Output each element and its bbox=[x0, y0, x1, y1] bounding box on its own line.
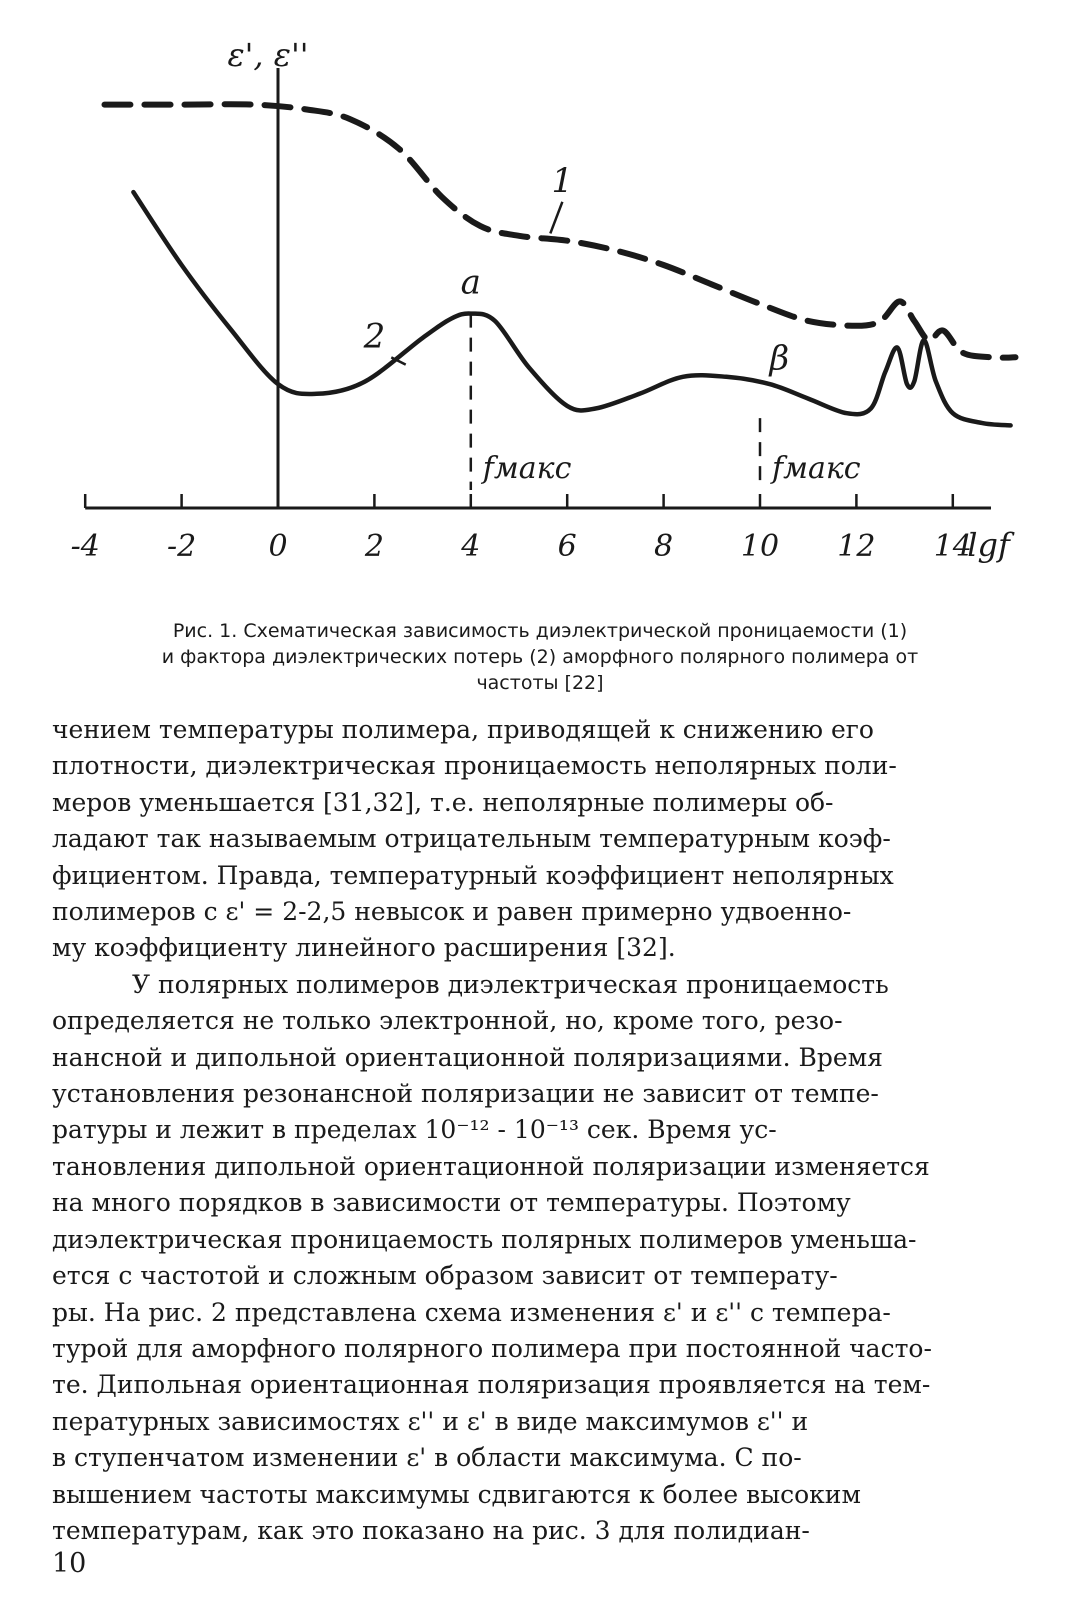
figure-chart bbox=[0, 0, 1080, 610]
fmax-label: fмакс bbox=[482, 451, 572, 486]
text-line: фициентом. Правда, температурный коэффициент неполярных bbox=[52, 860, 894, 890]
text-line: установления резонансной поляризации не зависит от темпе- bbox=[52, 1079, 879, 1109]
x-tick-label: 6 bbox=[557, 529, 577, 564]
figure-caption bbox=[70, 618, 1010, 696]
caption-line: частоты [22] bbox=[476, 672, 604, 694]
text-line: вышением частоты максимумы сдвигаются к более высоким bbox=[52, 1479, 861, 1509]
chart-axes bbox=[85, 68, 991, 508]
text-line: У полярных полимеров диэлектрическая проницаемость bbox=[132, 969, 889, 999]
page-number: 10 bbox=[52, 1548, 87, 1579]
chart-labels bbox=[71, 36, 1015, 564]
text-line: ры. На рис. 2 представлена схема изменения ε' и ε'' с темпера- bbox=[52, 1297, 891, 1327]
series-2-label: 2 bbox=[363, 316, 386, 357]
body-text bbox=[52, 712, 1037, 1549]
text-line: на много порядков в зависимости от температуры. Поэтому bbox=[52, 1188, 851, 1218]
series-1-leader bbox=[550, 202, 562, 234]
peak-a-label: a bbox=[460, 262, 481, 303]
text-line: меров уменьшается [31,32], т.е. неполярные полимеры об- bbox=[52, 787, 834, 817]
chart-series bbox=[105, 104, 1016, 425]
text-line: пературных зависимостях ε'' и ε' в виде максимумов ε'' и bbox=[52, 1406, 809, 1436]
x-tick-label: 10 bbox=[740, 529, 780, 564]
caption-line: Рис. 1. Схематическая зависимость диэлектрической проницаемости (1) bbox=[172, 620, 908, 642]
x-axis-label: lgf bbox=[967, 526, 1010, 564]
text-line: нансной и дипольной ориентационной поляризациями. Время bbox=[52, 1042, 883, 1072]
peak-beta-label: β bbox=[769, 338, 790, 379]
text-line: тановления дипольной ориентационной поляризации изменяется bbox=[52, 1151, 930, 1181]
x-tick-label: -4 bbox=[70, 529, 100, 564]
fmax-label: fмакс bbox=[772, 451, 861, 486]
x-tick-label: 4 bbox=[461, 529, 481, 564]
text-line: плотности, диэлектрическая проницаемость неполярных поли- bbox=[52, 751, 897, 781]
text-line: температурам, как это показано на рис. 3 для полидиан- bbox=[52, 1515, 810, 1545]
text-line: те. Дипольная ориентационная поляризация проявляется на тем- bbox=[52, 1370, 931, 1400]
text-line: в ступенчатом изменении ε' в области максимума. С по- bbox=[52, 1443, 802, 1473]
x-tick-label: 14 bbox=[933, 529, 972, 564]
x-tick-label: -2 bbox=[166, 529, 197, 564]
caption-line: и фактора диэлектрических потерь (2) аморфного полярного полимера от bbox=[161, 646, 919, 668]
text-line: ется с частотой и сложным образом зависит от температу- bbox=[52, 1261, 838, 1291]
text-line: диэлектрическая проницаемость полярных полимеров уменьша- bbox=[52, 1224, 917, 1254]
text-line: ладают так называемым отрицательным температурным коэф- bbox=[52, 824, 891, 854]
text-line: ратуры и лежит в пределах 10⁻¹² - 10⁻¹³ сек. Время ус- bbox=[52, 1115, 777, 1145]
text-line: му коэффициенту линейного расширения [32]. bbox=[52, 933, 676, 963]
x-tick-label: 12 bbox=[837, 529, 876, 564]
series-2-line bbox=[133, 192, 1010, 425]
paragraph-1 bbox=[52, 712, 1037, 967]
text-line: чением температуры полимера, приводящей к снижению его bbox=[52, 715, 874, 744]
text-line: определяется не только электронной, но, кроме того, резо- bbox=[52, 1006, 843, 1036]
x-tick-label: 0 bbox=[268, 529, 288, 564]
text-line: полимеров с ε' = 2-2,5 невысок и равен примерно удвоенно- bbox=[52, 897, 852, 927]
x-tick-label: 2 bbox=[364, 529, 384, 564]
paragraph-2 bbox=[52, 967, 1037, 1550]
x-tick-label: 8 bbox=[654, 529, 674, 564]
series-1-line bbox=[105, 104, 1016, 357]
y-axis-label: ε', ε'' bbox=[227, 36, 309, 74]
series-1-label: 1 bbox=[551, 161, 574, 202]
text-line: турой для аморфного полярного полимера при постоянной часто- bbox=[52, 1333, 932, 1363]
